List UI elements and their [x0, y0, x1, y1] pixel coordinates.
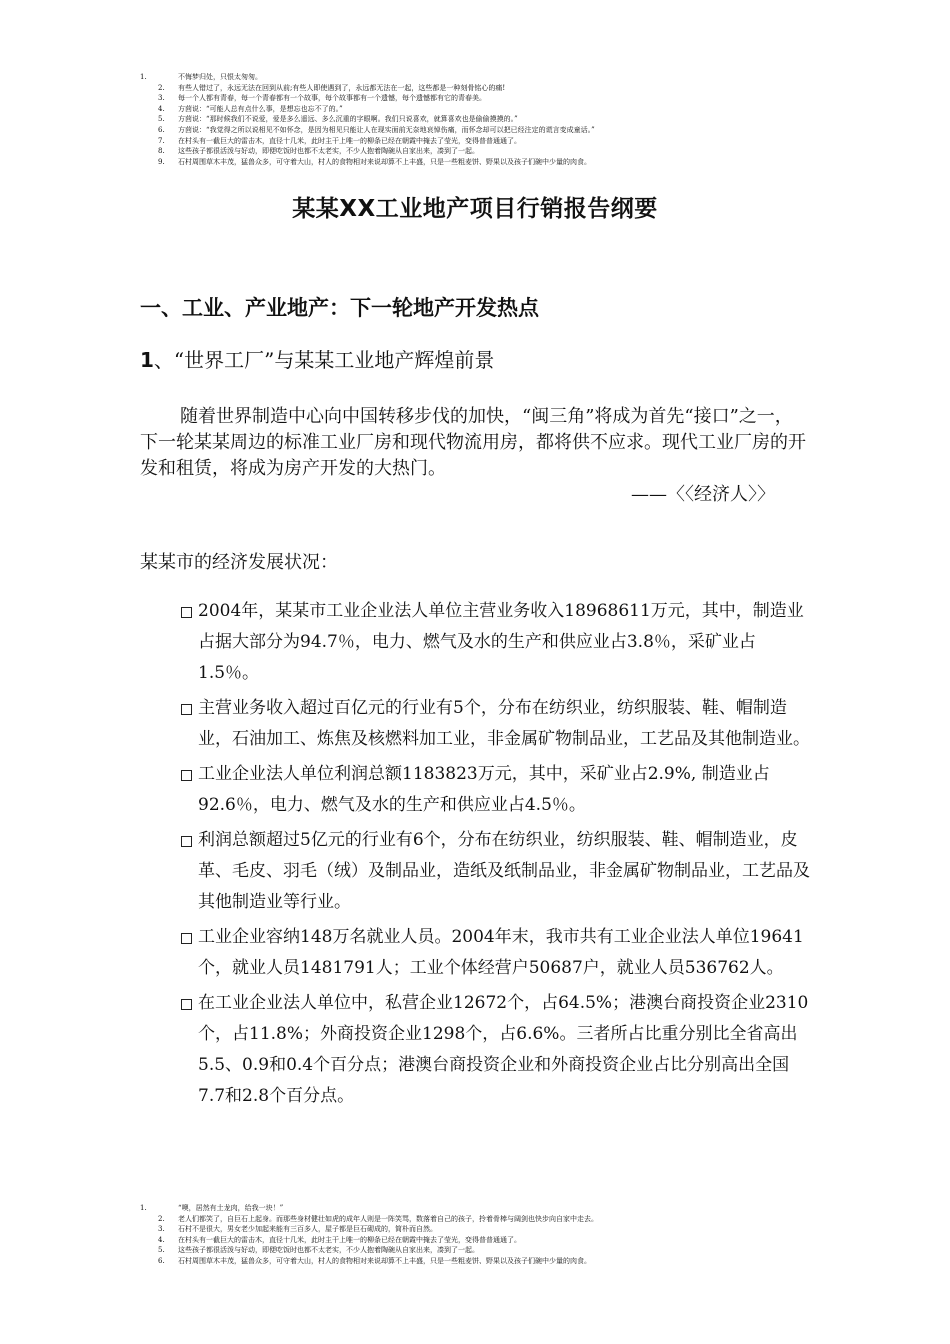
- quote-text: 随着世界制造中心向中国转移步伐的加快，“闽三角”将成为首先“接口”之一，下一轮某某周边的标准工业厂房和现代物流用房，都将供不应求。现代工业厂房的开发和租赁，将成为房产开发的大热门。: [140, 406, 806, 479]
- footnote-number: 4.: [158, 104, 165, 113]
- footnote-row: [140, 1224, 840, 1235]
- footnote-row: [140, 146, 840, 157]
- bottom-footnote-list: [140, 1203, 840, 1267]
- checkbox-bullet-icon: [181, 770, 192, 781]
- footnote-number: 1.: [140, 73, 147, 81]
- footnote-text: 方茴说：“我觉得之所以说相见不如怀念，是因为相见只能让人在现实面前无奈地哀悼伤痛，而怀念却可以把已经注定的谎言变成童话。”: [178, 125, 595, 134]
- footnote-row: [140, 104, 840, 115]
- footnote-text: 石村不是很大，男女老少加起来能有三百多人，屋子都是巨石砌成的，简朴而自然。: [178, 1225, 437, 1234]
- footnote-text: 老人们都笑了，自巨石上起身。而那些身材健壮如虎的成年人则是一阵笑骂，数落着自己的孩子，拎着骨棒与阔剑也快步向自家中走去。: [178, 1214, 598, 1223]
- lead-paragraph: 某某市的经济发展状况：: [140, 552, 338, 573]
- footnote-number: 3.: [158, 94, 165, 103]
- checkbox-bullet-icon: [181, 607, 192, 618]
- top-footnote-list: [140, 72, 840, 167]
- footnote-number: 2.: [158, 1214, 165, 1223]
- footnote-number: 5.: [158, 115, 165, 124]
- footnote-row: [140, 1235, 840, 1246]
- bullet-item: [178, 596, 814, 689]
- footnote-text: 石村周围草木丰茂，猛兽众多，可守着大山，村人的食物相对来说却算不上丰盛，只是一些粗麦饼、野果以及孩子们碗中少量的肉食。: [178, 1256, 591, 1265]
- bullet-item: [178, 759, 814, 821]
- footnote-text: 不悔梦归处，只恨太匆匆。: [178, 73, 262, 81]
- subsection-heading: [140, 344, 494, 373]
- footnote-number: 3.: [158, 1225, 165, 1234]
- bullet-item: [178, 693, 814, 755]
- footnote-text: 这些孩子都很活泼与好动，即便吃饭时也都不太老实，不少人抱着陶碗从自家出来，凑到了一起。: [178, 1246, 479, 1255]
- section-heading: 一、工业、产业地产：下一轮地产开发热点: [140, 296, 539, 320]
- footnote-number: 6.: [158, 125, 165, 134]
- footnote-number: 4.: [158, 1235, 165, 1244]
- checkbox-bullet-icon: [181, 836, 192, 847]
- footnote-number: 5.: [158, 1246, 165, 1255]
- checkbox-bullet-icon: [181, 704, 192, 715]
- bullet-item: [178, 988, 814, 1112]
- footnote-text: “噢，居然有土龙肉，给我一块！”: [178, 1204, 284, 1212]
- bullet-text: 在工业企业法人单位中，私营企业12672个，占64.5%；港澳台商投资企业2310个，占11.8%；外商投资企业1298个，占6.6%。三者所占比重分别比全省高出5.5、0.9和0.4个百分点；港澳台商投资企业和外商投资企业占比分别高出全国7.7和2.8个百分点。: [198, 993, 809, 1106]
- footnote-row: [140, 114, 840, 125]
- footnote-row: [140, 1203, 840, 1214]
- footnote-text: 石村周围草木丰茂，猛兽众多，可守着大山，村人的食物相对来说却算不上丰盛，只是一些粗麦饼、野果以及孩子们碗中少量的肉食。: [178, 157, 591, 166]
- footnote-text: 每一个人都有青春，每一个青春都有一个故事，每个故事都有一个遗憾，每个遗憾都有它的青春美。: [178, 94, 486, 103]
- checkbox-bullet-icon: [181, 999, 192, 1010]
- subsection-title: 、“世界工厂”与某某工业地产辉煌前景: [153, 348, 495, 372]
- footnote-row: [140, 1245, 840, 1256]
- footnote-number: 1.: [140, 1204, 147, 1212]
- bullet-text: 2004年，某某市工业企业法人单位主营业务收入18968611万元，其中，制造业占据大部分为94.7％，电力、燃气及水的生产和供应业占3.8％，采矿业占1.5％。: [198, 601, 804, 683]
- bullet-text: 利润总额超过5亿元的行业有6个，分布在纺织业，纺织服装、鞋、帽制造业，皮革、毛皮、羽毛（绒）及制品业，造纸及纸制品业，非金属矿物制品业，工艺品及其他制造业等行业。: [198, 830, 810, 912]
- quote-source: ——〈〈经济人〉〉: [631, 484, 775, 505]
- footnote-text: 在村头有一截巨大的雷击木，直径十几米，此时主干上唯一的柳条已经在朝霞中掩去了莹光，变得普普通通了。: [178, 136, 521, 145]
- footnote-row: [140, 1214, 840, 1225]
- bullet-item: [178, 922, 814, 984]
- footnote-number: 6.: [158, 1256, 165, 1265]
- footnote-row: [140, 93, 840, 104]
- subsection-number: 1: [140, 348, 154, 372]
- document-title: 某某XX工业地产项目行销报告纲要: [292, 196, 658, 222]
- footnote-number: 9.: [158, 157, 165, 166]
- footnote-text: 方茴说：“那时候我们不说爱，爱是多么遥远、多么沉重的字眼啊。我们只说喜欢，就算喜欢也是偷偷摸摸的。”: [178, 115, 518, 124]
- bullet-text: 工业企业法人单位利润总额1183823万元，其中，采矿业占2.9%, 制造业占92.6％，电力、燃气及水的生产和供应业占4.5％。: [198, 764, 770, 815]
- bullet-text: 主营业务收入超过百亿元的行业有5个，分布在纺织业，纺织服装、鞋、帽制造业，石油加工、炼焦及核燃料加工业，非金属矿物制品业，工艺品及其他制造业。: [198, 698, 810, 749]
- quote-block: [140, 404, 810, 508]
- footnote-number: 7.: [158, 136, 165, 145]
- checkbox-bullet-icon: [181, 933, 192, 944]
- footnote-text: 方茴说：“可能人总有点什么事，是想忘也忘不了的。”: [178, 104, 343, 113]
- bullet-item: [178, 825, 814, 918]
- footnote-row: [140, 1256, 840, 1267]
- bullet-text: 工业企业容纳148万名就业人员。2004年末，我市共有工业企业法人单位19641个，就业人员1481791人；工业个体经营户50687户，就业人员536762人。: [198, 927, 804, 978]
- footnote-row: [140, 125, 840, 136]
- footnote-row: [140, 136, 840, 147]
- footnote-number: 8.: [158, 147, 165, 156]
- footnote-row: [140, 72, 840, 83]
- footnote-text: 在村头有一截巨大的雷击木，直径十几米，此时主干上唯一的柳条已经在朝霞中掩去了莹光，变得普普通通了。: [178, 1235, 521, 1244]
- footnote-number: 2.: [158, 83, 165, 92]
- footnote-text: 这些孩子都很活泼与好动，即便吃饭时也都不太老实，不少人抱着陶碗从自家出来，凑到了一起。: [178, 147, 479, 156]
- footnote-row: [140, 83, 840, 94]
- footnote-text: 有些人错过了，永远无法在回到从前;有些人即使遇到了，永远都无法在一起，这些都是一种刻骨铭心的痛!: [178, 83, 506, 92]
- bullet-list: [178, 596, 814, 1116]
- footnote-row: [140, 157, 840, 168]
